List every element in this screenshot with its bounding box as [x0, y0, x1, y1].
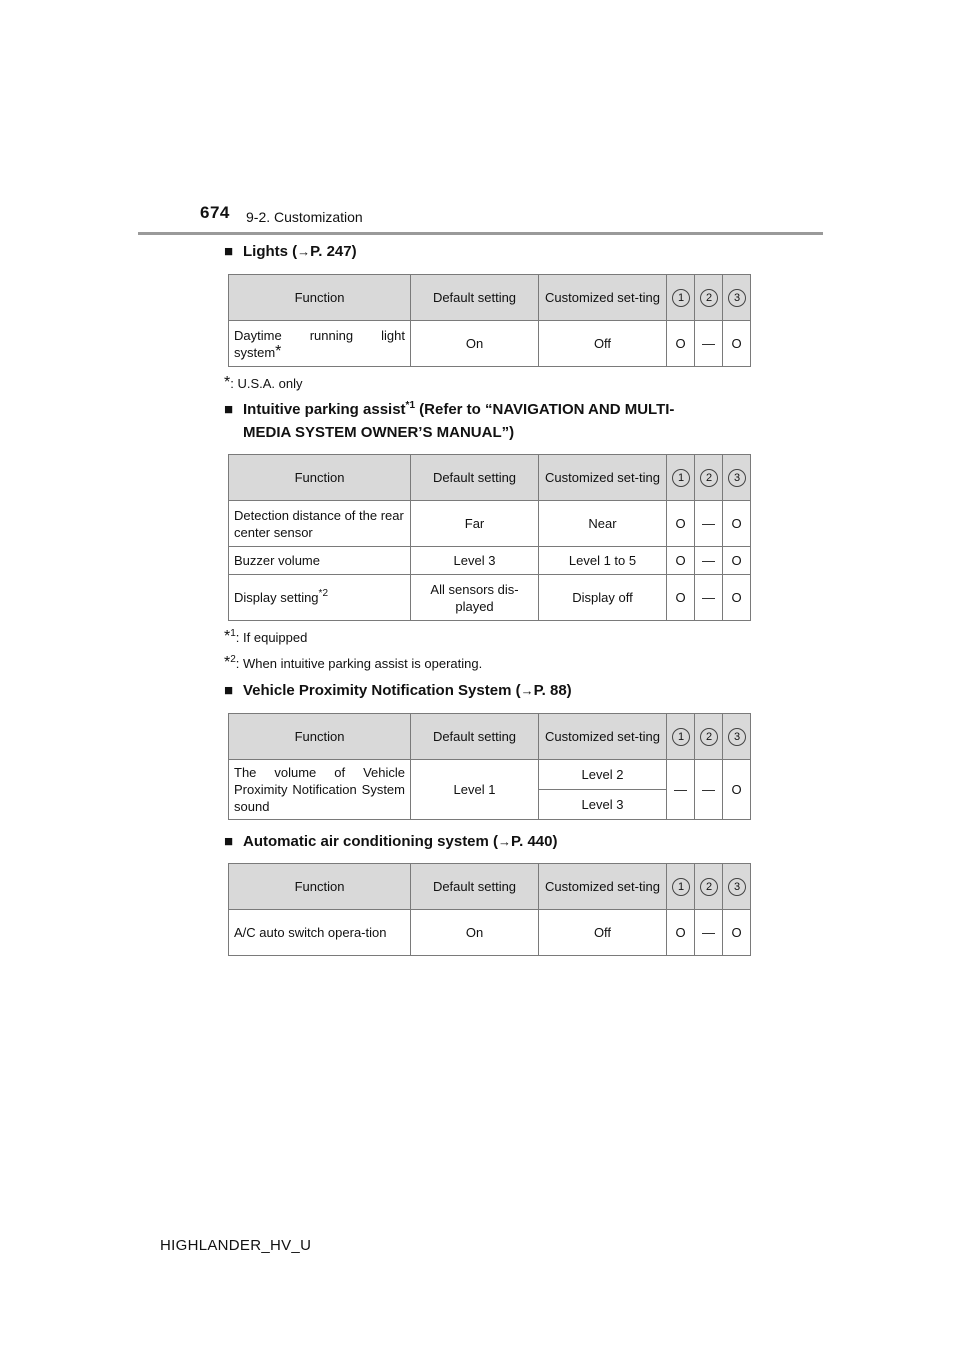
parking-heading: ■ Intuitive parking assist$^{*1}$ (Refer to “NAVIGATION AND MULTI- MEDIA SYSTEM OWNER’S MANUAL”) — [224, 400, 675, 441]
value-1: O — [667, 501, 695, 547]
table-row — [229, 547, 751, 575]
table-row — [229, 760, 751, 790]
col-function: Function — [229, 275, 411, 321]
footer-model: HIGHLANDER_HV_U — [160, 1237, 312, 1254]
square-bullet-icon: ■ — [224, 401, 234, 418]
function-cell: The volume of Vehicle Proximity Notification System sound — [229, 760, 411, 820]
parking-footnote-2: *$^2$: When intuitive parking assist is operating. — [224, 654, 483, 671]
circle-1-icon: 1 — [672, 878, 690, 896]
value-2: — — [695, 910, 723, 956]
col-1 — [667, 455, 695, 501]
col-1 — [667, 714, 695, 760]
vpns-table — [228, 713, 751, 820]
table-header-row — [229, 714, 751, 760]
arrow-icon: → — [297, 244, 311, 259]
custom-cell: Off — [539, 321, 667, 367]
col-default: Default setting — [411, 864, 539, 910]
circle-2-icon: 2 — [700, 728, 718, 746]
value-1: O — [667, 575, 695, 621]
parking-table — [228, 454, 751, 621]
col-2 — [695, 864, 723, 910]
circle-1-icon: 1 — [672, 289, 690, 307]
table-row — [229, 321, 751, 367]
col-3 — [723, 275, 751, 321]
function-cell: Display setting$^{*2}$ — [229, 575, 411, 621]
vpns-heading: ■ Vehicle Proximity Notification System (→P. 88) — [224, 679, 572, 702]
parking-footnote-1: *$^1$: If equipped — [224, 628, 308, 645]
value-1: O — [667, 547, 695, 575]
section-title: 9-2. Customization — [246, 209, 363, 225]
table-row — [229, 575, 751, 621]
value-1: O — [667, 910, 695, 956]
circle-3-icon: 3 — [728, 289, 746, 307]
circle-1-icon: 1 — [672, 728, 690, 746]
table-row — [229, 910, 751, 956]
default-cell: Level 1 — [411, 760, 539, 820]
value-2: — — [695, 760, 723, 820]
circle-3-icon: 3 — [728, 469, 746, 487]
value-2: — — [695, 321, 723, 367]
table-header-row — [229, 275, 751, 321]
value-3: O — [723, 575, 751, 621]
value-3: O — [723, 501, 751, 547]
circle-1-icon: 1 — [672, 469, 690, 487]
value-3: O — [723, 547, 751, 575]
circle-2-icon: 2 — [700, 469, 718, 487]
col-function: Function — [229, 864, 411, 910]
col-2 — [695, 455, 723, 501]
default-cell: All sensors dis-played — [411, 575, 539, 621]
default-cell: Far — [411, 501, 539, 547]
default-cell: Level 3 — [411, 547, 539, 575]
col-function: Function — [229, 714, 411, 760]
value-3: O — [723, 760, 751, 820]
col-3 — [723, 455, 751, 501]
value-3: O — [723, 321, 751, 367]
ac-heading: ■ Automatic air conditioning system (→P. 440) — [224, 830, 557, 853]
function-cell: Detection distance of the rear center sensor — [229, 501, 411, 547]
custom-cell: Level 2 — [539, 760, 667, 790]
col-2 — [695, 714, 723, 760]
value-1: — — [667, 760, 695, 820]
col-default: Default setting — [411, 714, 539, 760]
circle-2-icon: 2 — [700, 878, 718, 896]
value-2: — — [695, 575, 723, 621]
default-cell: On — [411, 321, 539, 367]
col-customized: Customized set-ting — [539, 275, 667, 321]
col-customized: Customized set-ting — [539, 455, 667, 501]
circle-2-icon: 2 — [700, 289, 718, 307]
custom-cell: Near — [539, 501, 667, 547]
function-cell: Daytime running light system* — [229, 321, 411, 367]
lights-table — [228, 274, 751, 367]
custom-cell: Level 3 — [539, 790, 667, 820]
function-cell: A/C auto switch opera-tion — [229, 910, 411, 956]
value-3: O — [723, 910, 751, 956]
col-customized: Customized set-ting — [539, 714, 667, 760]
function-cell: Buzzer volume — [229, 547, 411, 575]
lights-footnote: *: U.S.A. only — [224, 374, 303, 391]
col-3 — [723, 864, 751, 910]
col-1 — [667, 275, 695, 321]
value-1: O — [667, 321, 695, 367]
header-rule — [138, 232, 823, 235]
square-bullet-icon: ■ — [224, 833, 234, 850]
table-header-row — [229, 455, 751, 501]
square-bullet-icon: ■ — [224, 682, 234, 699]
col-default: Default setting — [411, 275, 539, 321]
value-2: — — [695, 501, 723, 547]
custom-cell: Level 1 to 5 — [539, 547, 667, 575]
arrow-icon: → — [520, 683, 534, 698]
value-2: — — [695, 547, 723, 575]
col-2 — [695, 275, 723, 321]
ac-table — [228, 863, 751, 956]
col-default: Default setting — [411, 455, 539, 501]
custom-cell: Display off — [539, 575, 667, 621]
col-function: Function — [229, 455, 411, 501]
col-3 — [723, 714, 751, 760]
custom-cell: Off — [539, 910, 667, 956]
circle-3-icon: 3 — [728, 728, 746, 746]
page-number: 674 — [200, 203, 230, 222]
col-1 — [667, 864, 695, 910]
arrow-icon: → — [498, 834, 512, 849]
square-bullet-icon: ■ — [224, 243, 234, 260]
circle-3-icon: 3 — [728, 878, 746, 896]
col-customized: Customized set-ting — [539, 864, 667, 910]
table-row — [229, 501, 751, 547]
lights-heading: ■ Lights (→P. 247) — [224, 240, 357, 263]
default-cell: On — [411, 910, 539, 956]
table-header-row — [229, 864, 751, 910]
